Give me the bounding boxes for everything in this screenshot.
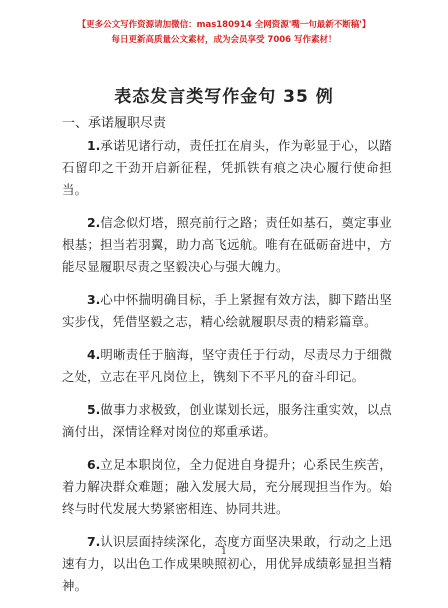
list-item (62, 531, 392, 597)
item-text: 承诺见诸行动，责任扛在肩头，作为彰显于心，以踏石留印之干劲开启新征程，凭抓铁有痕之决心履行使命担当。 (62, 138, 392, 197)
item-text: 立足本职岗位，全力促进自身提升；心系民生疾苦，着力解决群众难题；融入发展大局，充分展现担当作为。始终与时代发展大势紧密相连、协同共进。 (62, 457, 392, 516)
list-item (62, 454, 392, 520)
list-item (62, 135, 392, 201)
item-text: 心中怀揣明确目标，手上紧握有效方法，脚下踏出坚实步伐，凭借坚毅之志，精心绘就履职尽责的精彩篇章。 (62, 292, 392, 329)
section-heading: 一、承诺履职尽责 (62, 116, 167, 131)
item-number: 5. (87, 402, 101, 417)
page-number: 1 (221, 547, 227, 557)
promo-banner-line-2: 每日更新高质量公文素材，成为会员享受 7006 写作素材！ (111, 35, 337, 45)
item-number: 1. (87, 138, 101, 153)
promo-banner (0, 19, 448, 46)
item-list (62, 135, 392, 608)
item-number: 2. (87, 215, 101, 230)
list-item (62, 399, 392, 443)
item-number: 6. (87, 457, 101, 472)
item-number: 7. (87, 534, 101, 549)
promo-banner-line-1: 【更多公文写作资源请加微信：mas180914 全网资源'嘴一句最新不断稿'】 (77, 20, 371, 30)
list-item (62, 344, 392, 388)
item-text: 做事力求极致，创业谋划长远，服务注重实效，以点滴付出，深情诠释对岗位的郑重承诺。 (62, 402, 392, 439)
item-text: 信念似灯塔，照亮前行之路；责任如基石，奠定事业根基；担当若羽翼，助力高飞远航。唯有在砥砺奋进中，方能尽显履职尽责之坚毅决心与强大魄力。 (62, 215, 392, 274)
item-text: 明晰责任于脑海，坚守责任于行动，尽责尽力于细微之处，立志在平凡岗位上，镌刻下不平凡的奋斗印记。 (62, 347, 392, 384)
item-text: 认识层面持续深化，态度方面坚决果敢，行动之上迅速有力，以出色工作成果映照初心，用优异成绩彰显担当精神。 (62, 534, 392, 593)
list-item (62, 212, 392, 278)
item-number: 4. (87, 347, 101, 362)
document-title: 表态发言类写作金句 35 例 (114, 87, 334, 107)
item-number: 3. (87, 292, 101, 307)
list-item (62, 289, 392, 333)
